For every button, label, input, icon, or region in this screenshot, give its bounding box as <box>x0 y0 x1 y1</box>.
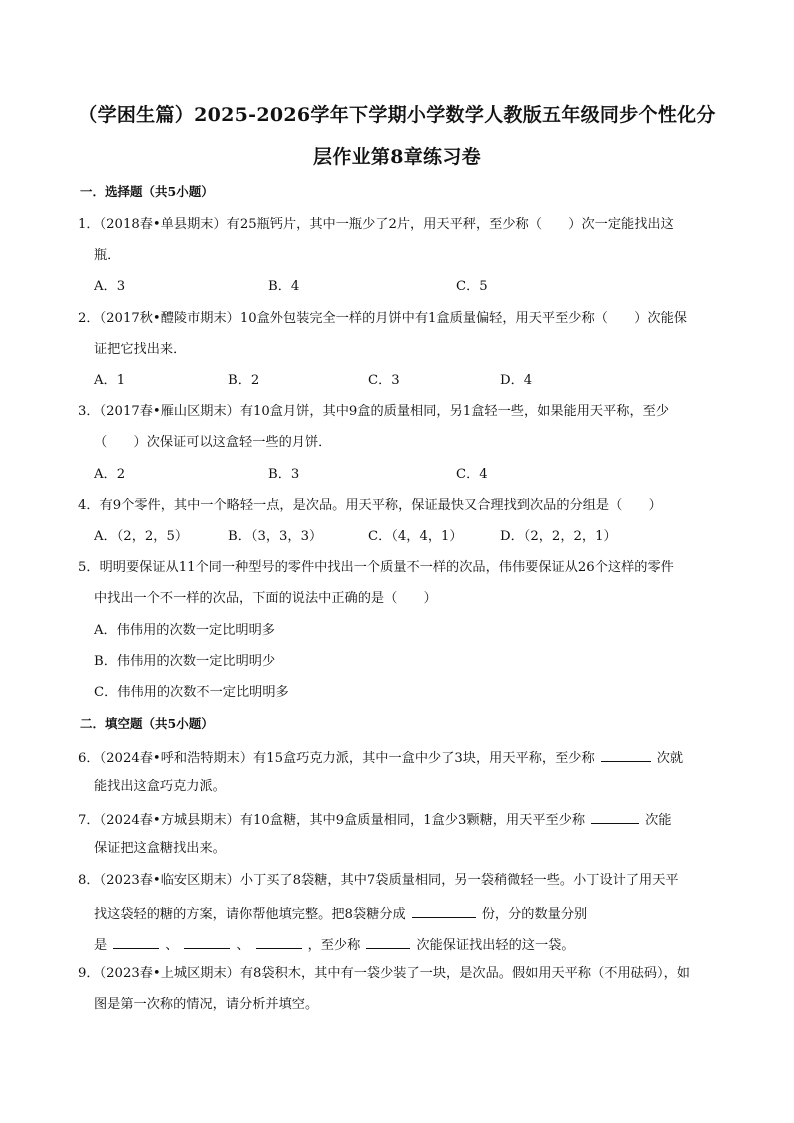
question-6-text-end: 次就 <box>656 751 684 766</box>
question-6-line-2: 能找出这盒巧克力派。 <box>94 779 226 794</box>
question-3-line-2: （ ）次保证可以这盒轻一些的月饼． <box>94 435 332 450</box>
question-8-line-3 <box>94 934 575 955</box>
page-title-line-1: （学困生篇）2025-2026学年下学期小学数学人教版五年级同步个性化分 <box>78 104 716 126</box>
question-7-text: 7．（2024春•方城县期末）有10盒糖，其中9盒质量相同，1盒少3颗糖，用天平至少称 <box>78 813 586 828</box>
question-2-option-a: A．1 <box>94 373 126 388</box>
question-4-option-c: C．（4，4，1） <box>368 529 463 544</box>
question-8-prefix: 是 <box>94 938 108 953</box>
page-title-line-2: 层作业第8章练习卷 <box>313 146 481 168</box>
answer-blank[interactable] <box>591 809 639 824</box>
answer-blank[interactable] <box>256 934 302 949</box>
question-4-option-d: D．（2，2，2，1） <box>500 529 617 544</box>
section-heading-fill: 二．填空题（共5小题） <box>80 716 214 731</box>
question-8-mid: ，至少称 <box>307 938 361 953</box>
question-5-option-b: B．伟伟用的次数一定比明明少 <box>94 654 276 669</box>
question-8-line-2 <box>94 903 587 924</box>
question-8-line-1: 8．（2023春•临安区期末）小丁买了8袋糖，其中7袋质量相同，另一袋稍微轻一些。小丁设计了用天平 <box>78 873 679 888</box>
question-2-option-b: B．2 <box>228 373 260 388</box>
question-4-line-1: 4．有9个零件，其中一个略轻一点，是次品。用天平称，保证最快又合理找到次品的分组是（ ） <box>78 498 662 513</box>
answer-blank[interactable] <box>412 903 476 918</box>
question-1-option-a: A．3 <box>94 279 126 294</box>
question-3-line-1: 3．（2017春•雁山区期末）有10盒月饼，其中9盒的质量相同，另1盒轻一些，如果能用天平称，至少 <box>78 404 670 419</box>
question-5-option-c: C．伟伟用的次数不一定比明明多 <box>94 685 289 700</box>
answer-blank[interactable] <box>601 747 651 762</box>
separator: 、 <box>165 938 179 953</box>
separator: 、 <box>236 938 250 953</box>
question-9-line-2: 图是第一次称的情况，请分析并填空。 <box>94 997 319 1012</box>
question-1-line-2: 瓶． <box>94 248 121 263</box>
question-4-option-b: B．（3，3，3） <box>228 529 323 544</box>
question-3-option-a: A．2 <box>94 467 126 482</box>
question-4-option-a: A．（2，2，5） <box>94 529 189 544</box>
question-1-line-1: 1．（2018春•单县期末）有25瓶钙片，其中一瓶少了2片，用天平秤，至少称（ ）次一定能找出这 <box>78 217 674 232</box>
question-8-text: 找这袋轻的糖的方案，请你帮他填完整。把8袋糖分成 <box>94 907 406 922</box>
section-heading-choice: 一．选择题（共5小题） <box>80 184 214 199</box>
question-3-option-b: B．3 <box>268 467 300 482</box>
question-6-line-1 <box>78 747 683 768</box>
answer-blank[interactable] <box>184 934 230 949</box>
question-2-option-d: D．4 <box>500 373 533 388</box>
question-6-text: 6．（2024春•呼和浩特期末）有15盒巧克力派，其中一盒中少了3块，用天平称，至少称 <box>78 751 595 766</box>
question-7-text-end: 次能 <box>645 813 672 828</box>
question-7-line-1 <box>78 809 671 830</box>
question-8-end: 次能保证找出轻的这一袋。 <box>416 938 575 953</box>
question-8-text-end: 份，分的数量分别 <box>481 907 588 922</box>
answer-blank[interactable] <box>366 934 410 949</box>
question-1-option-c: C．5 <box>456 279 488 294</box>
question-5-line-1: 5．明明要保证从11个同一种型号的零件中找出一个质量不一样的次品，伟伟要保证从26个这样的零件 <box>78 560 674 575</box>
question-7-line-2: 保证把这盒糖找出来。 <box>94 841 226 856</box>
question-3-option-c: C．4 <box>456 467 488 482</box>
question-2-line-2: 证把它找出来． <box>94 342 187 357</box>
question-1-option-b: B．4 <box>268 279 300 294</box>
question-5-option-a: A．伟伟用的次数一定比明明多 <box>94 623 275 638</box>
question-2-line-1: 2．（2017秋•醴陵市期末）10盒外包装完全一样的月饼中有1盒质量偏轻，用天平至少称（ ）次能保 <box>78 311 687 326</box>
question-2-option-c: C．3 <box>368 373 400 388</box>
answer-blank[interactable] <box>113 934 159 949</box>
question-9-line-1: 9．（2023春•上城区期末）有8袋积木，其中有一袋少装了一块，是次品。假如用天平称（不用砝码），如 <box>78 966 690 981</box>
question-5-line-2: 中找出一个不一样的次品，下面的说法中正确的是（ ） <box>94 591 437 606</box>
